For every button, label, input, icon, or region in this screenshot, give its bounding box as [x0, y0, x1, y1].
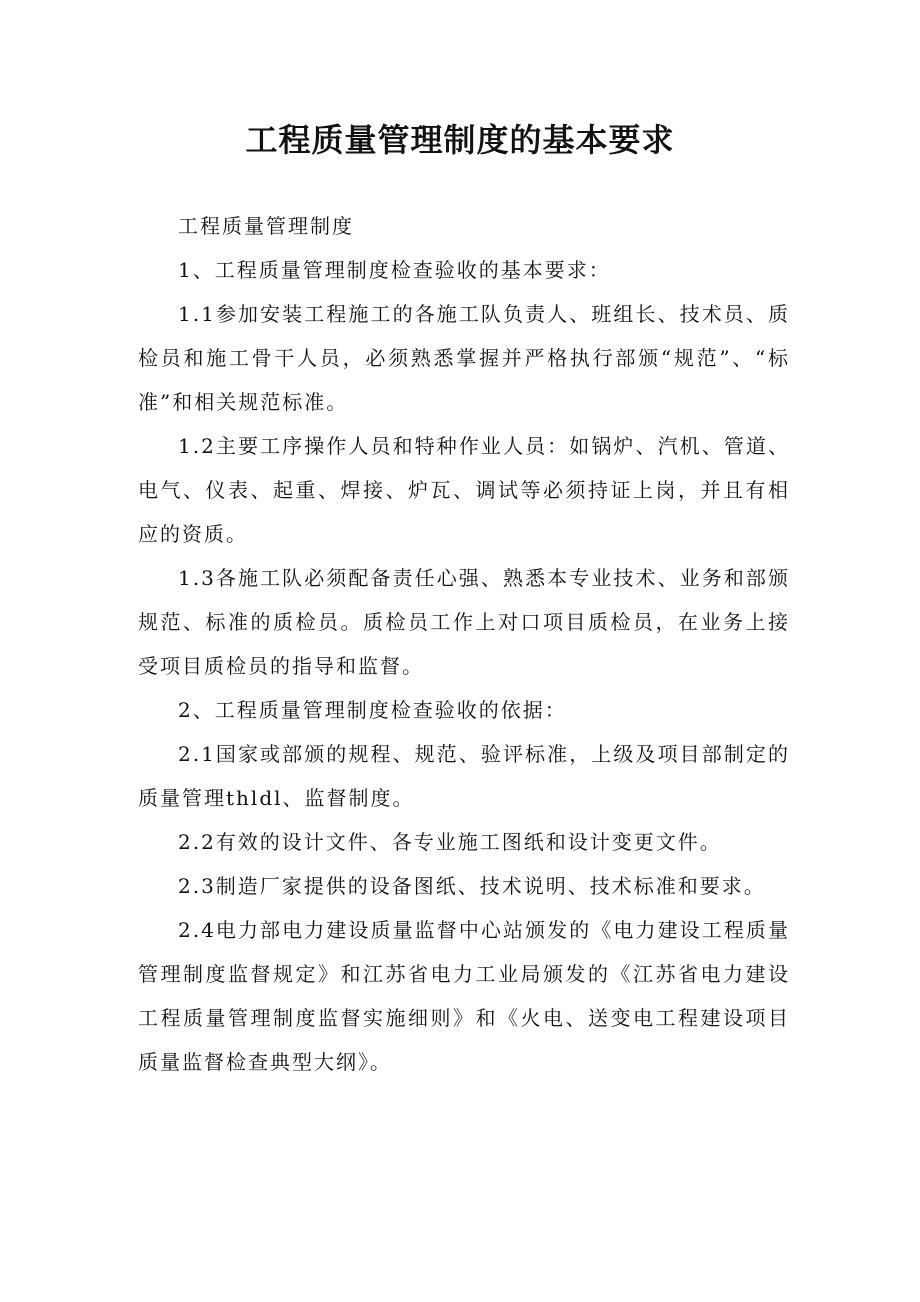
paragraph-2-3: 2.3制造厂家提供的设备图纸、技术说明、技术标准和要求。: [178, 874, 766, 898]
document-title: 工程质量管理制度的基本要求: [245, 121, 675, 159]
paragraph-section-1: 1、工程质量管理制度检查验收的基本要求：: [178, 258, 611, 282]
paragraph-1-3: 1.3各施工队必须配备责任心强、熟悉本专业技术、业务和部颁规范、标准的质检员。质检员工作上对口项目质检员，在业务上接受项目质检员的指导和监督。: [138, 566, 790, 678]
paragraph-2-2: 2.2有效的设计文件、各专业施工图纸和设计变更文件。: [178, 830, 722, 854]
paragraph-1-2: 1.2主要工序操作人员和特种作业人员：如锅炉、汽机、管道、电气、仪表、起重、焊接、炉瓦、调试等必须持证上岗，并且有相应的资质。: [138, 434, 790, 546]
paragraph-heading: 工程质量管理制度: [178, 214, 354, 238]
document-body: [138, 204, 790, 1084]
paragraph-1-1: 1.1参加安装工程施工的各施工队负责人、班组长、技术员、质检员和施工骨干人员，必须熟悉掌握并严格执行部颁“规范”、“标准”和相关规范标准。: [138, 302, 790, 414]
paragraph-2-4: 2.4电力部电力建设质量监督中心站颁发的《电力建设工程质量管理制度监督规定》和江苏省电力工业局颁发的《江苏省电力建设工程质量管理制度监督实施细则》和《火电、送变电工程建设项目质量监督检查典型大纲》。: [138, 918, 790, 1074]
paragraph-section-2: 2、工程质量管理制度检查验收的依据：: [178, 698, 567, 722]
paragraph-2-1: 2.1国家或部颁的规程、规范、验评标准，上级及项目部制定的质量管理thldl、监督制度。: [138, 742, 790, 810]
